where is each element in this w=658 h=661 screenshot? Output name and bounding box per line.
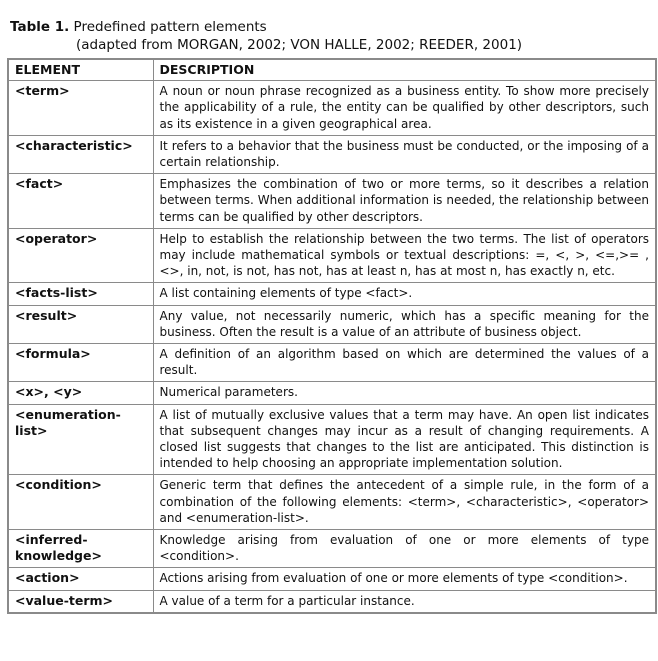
element-cell: <facts-list>	[8, 283, 153, 305]
description-cell: Knowledge arising from evaluation of one or more elements of type <condition>.	[153, 530, 656, 568]
element-cell: <characteristic>	[8, 135, 153, 173]
description-cell: It refers to a behavior that the business must be conducted, or the imposing of a certain relationship.	[153, 135, 656, 173]
element-cell: <enumeration-list>	[8, 404, 153, 475]
table-container	[7, 58, 655, 614]
table-row	[8, 228, 656, 283]
description-cell: Any value, not necessarily numeric, which has a specific meaning for the business. Often the result is a value of an attribute of business object.	[153, 305, 656, 343]
table-row	[8, 344, 656, 382]
element-cell: <x>, <y>	[8, 382, 153, 404]
pattern-elements-table	[7, 58, 657, 614]
description-cell: A noun or noun phrase recognized as a business entity. To show more precisely the applicability of a rule, the entity can be qualified by other descriptors, such as its existence in a given geographical area.	[153, 81, 656, 136]
table-row	[8, 475, 656, 530]
table-row	[8, 590, 656, 613]
table-row	[8, 382, 656, 404]
caption-title: Predefined pattern elements	[69, 19, 267, 35]
description-cell: Help to establish the relationship between the two terms. The list of operators may include mathematical symbols or textual descriptions: =, <, >, <=,>= , <>, in, not, is not, has not, has at least n, has at most n, has exactly n, etc.	[153, 228, 656, 283]
description-cell: A list of mutually exclusive values that a term may have. An open list indicates that subsequent changes may incur as a result of changing requirements. A closed list suggests that changes to the list are anticipated. This distinction is intended to help choosing an appropriate implementation solution.	[153, 404, 656, 475]
description-cell: A value of a term for a particular instance.	[153, 590, 656, 613]
description-cell: Emphasizes the combination of two or more terms, so it describes a relation between terms. When additional information is needed, the relationship between terms can be qualified by other descriptors.	[153, 174, 656, 229]
element-cell: <term>	[8, 81, 153, 136]
table-row	[8, 81, 656, 136]
table-row	[8, 404, 656, 475]
element-cell: <formula>	[8, 344, 153, 382]
element-cell: <inferred-knowledge>	[8, 530, 153, 568]
description-cell: A definition of an algorithm based on which are determined the values of a result.	[153, 344, 656, 382]
header-row	[8, 59, 656, 81]
element-cell: <action>	[8, 568, 153, 590]
table-row	[8, 283, 656, 305]
element-cell: <condition>	[8, 475, 153, 530]
element-cell: <result>	[8, 305, 153, 343]
table-row	[8, 174, 656, 229]
description-cell: A list containing elements of type <fact>.	[153, 283, 656, 305]
table-row	[8, 568, 656, 590]
element-cell: <fact>	[8, 174, 153, 229]
header-description: DESCRIPTION	[153, 59, 656, 81]
table-row	[8, 135, 656, 173]
table-row	[8, 305, 656, 343]
description-cell: Actions arising from evaluation of one or more elements of type <condition>.	[153, 568, 656, 590]
table-caption	[10, 18, 522, 54]
caption-subtitle: (adapted from MORGAN, 2002; VON HALLE, 2002; REEDER, 2001)	[76, 37, 523, 53]
header-element: ELEMENT	[8, 59, 153, 81]
description-cell: Generic term that defines the antecedent of a simple rule, in the form of a combination of the following elements: <term>, <characteristic>, <operator> and <enumeration-list>.	[153, 475, 656, 530]
table-row	[8, 530, 656, 568]
element-cell: <operator>	[8, 228, 153, 283]
description-cell: Numerical parameters.	[153, 382, 656, 404]
caption-label: Table 1.	[10, 19, 70, 35]
element-cell: <value-term>	[8, 590, 153, 613]
